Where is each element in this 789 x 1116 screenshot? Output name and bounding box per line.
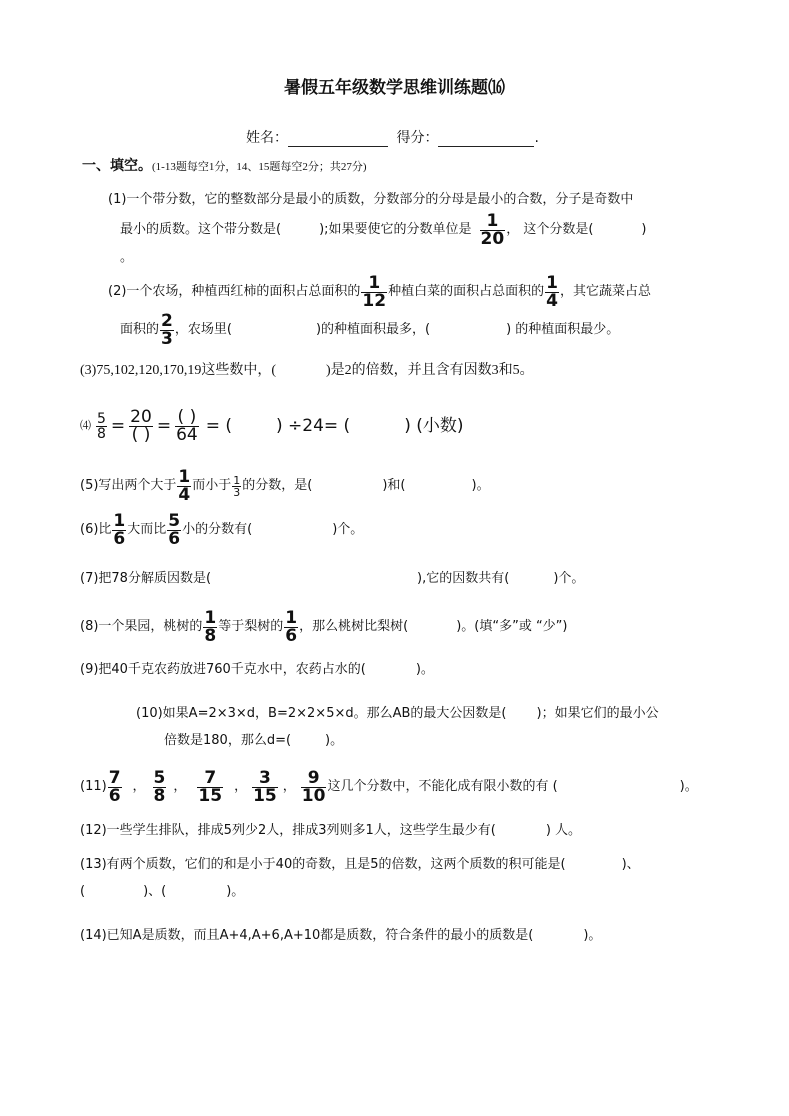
q8-f1-den: 8 <box>204 625 217 646</box>
q2-text-f: )的种植面积最多，( <box>315 322 431 338</box>
q14-text-a: (14)已知A是质数，而且A+4,A+6,A+10都是质数，符合条件的最小的质数是( <box>80 928 534 943</box>
q2-fraction-3 <box>160 310 174 349</box>
q4-text-c: ) (小数) <box>404 415 464 436</box>
q11-f3-den: 15 <box>198 785 223 806</box>
q5-text-c: 的分数，是( <box>242 478 313 494</box>
q5-f1-num: 1 <box>178 466 191 487</box>
q8-fraction-2 <box>284 607 298 646</box>
q1-text-b: );如果要使它的分数单位是 <box>319 222 472 238</box>
q6-fraction-2 <box>167 510 181 549</box>
q9-line <box>80 662 434 678</box>
q6-line <box>80 510 363 550</box>
q2-text-d: 面积的 <box>120 322 160 338</box>
q13-line1 <box>80 857 640 873</box>
q11-fraction-3 <box>197 767 223 806</box>
q8-text-c: ，那么桃树比梨树( <box>299 619 409 635</box>
q4-line <box>80 402 464 450</box>
q2-text-b: 种植白菜的面积占总面积的 <box>388 284 545 300</box>
q5-text-e: )。 <box>471 478 490 494</box>
section-heading: 一、填空。 <box>82 158 152 174</box>
q1-frac-den: 20 <box>480 228 505 249</box>
q13-text-a: (13)有两个质数，它们的和是小于40的奇数，且是5的倍数，这两个质数的积可能是( <box>80 857 566 872</box>
q6-f1-den: 6 <box>113 528 126 549</box>
q6-f2-den: 6 <box>168 528 181 549</box>
q5-fraction-2 <box>232 475 241 498</box>
q4-equals-1: = <box>110 415 126 436</box>
q11-sep-1: ， <box>132 779 146 795</box>
q8-f2-den: 6 <box>285 625 298 646</box>
q11-sep-4: ， <box>282 779 296 795</box>
q11-text: 这几个分数中，不能化成有限小数的有 ( <box>327 779 558 795</box>
q5-f1-den: 4 <box>178 484 191 505</box>
q4-f1-den: 8 <box>97 425 106 442</box>
q12-text-b: ) 人。 <box>545 823 582 838</box>
q10-line1 <box>136 706 659 722</box>
q10-text-a: (10)如果A=2×3×d，B=2×2×5×d。那么AB的最大公因数是( <box>136 706 507 721</box>
q1-text-c: ， 这个分数是( <box>506 222 594 238</box>
q4-fraction-2 <box>129 406 153 445</box>
q11-f2-den: 8 <box>153 785 166 806</box>
q5-text-a: (5)写出两个大于 <box>80 478 177 494</box>
score-blank[interactable] <box>438 132 534 147</box>
q2-line1 <box>108 272 651 312</box>
q7-text-a: (7)把78分解质因数是( <box>80 571 212 586</box>
q10-line2 <box>164 733 343 749</box>
score-label: 得分： <box>396 130 439 146</box>
q1-text-d: ) <box>641 222 647 238</box>
q10-text-c: 倍数是180，那么d=( <box>164 733 292 748</box>
q2-fraction-1 <box>361 272 387 311</box>
q5-f2-num: 1 <box>233 473 241 487</box>
q11-f3-num: 7 <box>197 770 223 788</box>
q1-fraction <box>480 210 506 249</box>
q11-f1-num: 7 <box>108 767 121 788</box>
q5-f2-den: 3 <box>233 485 241 499</box>
q4-f3-den: 64 <box>176 424 198 445</box>
q13-text-c: ( <box>80 884 86 899</box>
q11-fraction-4 <box>252 767 278 806</box>
q7-text-b: ),它的因数共有( <box>417 571 510 586</box>
q3-line <box>80 363 534 380</box>
q8-text-b: 等于梨树的 <box>218 619 284 635</box>
q7-line <box>80 571 584 587</box>
q8-line <box>80 604 568 650</box>
q4-equals-2: = <box>156 415 172 436</box>
q1-line2 <box>120 210 647 250</box>
q6-text-c: 小的分数有( <box>182 522 253 538</box>
q3-text-a: (3)75,102,120,170,19这些数中，( <box>80 363 276 378</box>
q6-f1-num: 1 <box>113 510 126 531</box>
q2-f2-num: 1 <box>546 272 558 293</box>
q9-text-b: )。 <box>415 662 434 677</box>
q4-text-a: = ( <box>205 415 232 436</box>
q4-label: ⑷ <box>80 419 91 433</box>
q6-f2-num: 5 <box>168 510 181 531</box>
q11-sep-3: ， <box>234 779 248 795</box>
q1-text-a: 最小的质数。这个带分数是( <box>120 222 282 238</box>
name-label: 姓名： <box>246 130 288 146</box>
q11-fraction-5 <box>301 767 327 806</box>
q4-f2-den: ( ) <box>131 424 151 445</box>
q12-line <box>80 823 581 839</box>
q11-f5-den: 10 <box>301 785 326 806</box>
q5-text-d: )和( <box>382 478 406 494</box>
q2-f2-den: 4 <box>546 290 558 311</box>
section-note: (1-13题每空1分，14、15题每空2分；共27分) <box>152 161 367 173</box>
q6-text-d: )个。 <box>332 522 364 538</box>
q8-text-d: )。(填“多”或 “少”) <box>456 619 568 635</box>
q13-text-e: )。 <box>226 884 245 899</box>
q11-f5-num: 9 <box>301 770 327 788</box>
q6-text-a: (6)比 <box>80 522 112 538</box>
q4-text-b: ) ÷24= ( <box>275 415 351 436</box>
page-title: 暑假五年级数学思维训练题⒃ <box>284 78 505 98</box>
q2-text-c: ，其它蔬菜占总 <box>559 284 651 300</box>
q13-text-d: )、( <box>143 884 167 899</box>
name-blank[interactable] <box>288 132 388 147</box>
q4-fraction-1 <box>96 412 107 441</box>
q1-line1: (1)一个带分数，它的整数部分是最小的质数，分数部分的分母是最小的合数，分子是奇数中 <box>108 192 634 207</box>
q11-label: (11) <box>80 779 107 795</box>
q2-f1-num: 1 <box>361 275 387 293</box>
q11-f2-num: 5 <box>153 767 166 788</box>
header-line <box>246 130 539 147</box>
q14-line <box>80 928 601 944</box>
section-heading-line <box>82 158 367 175</box>
q5-fraction-1 <box>177 466 191 505</box>
q2-line2 <box>120 310 619 350</box>
q2-text-g: ) 的种植面积最少。 <box>506 322 620 338</box>
q4-f1-num: 5 <box>97 410 106 427</box>
q2-text-a: (2)一个农场，种植西红柿的面积占总面积的 <box>108 284 361 300</box>
q11-sep-2: ， <box>173 779 187 795</box>
q11-f4-num: 3 <box>252 770 278 788</box>
q4-f3-num: ( ) <box>175 409 199 427</box>
q4-fraction-3 <box>175 406 199 445</box>
q5-line <box>80 464 490 508</box>
q11-f4-den: 15 <box>253 785 277 806</box>
score-end: . <box>534 130 539 146</box>
q11-fraction-1 <box>108 767 122 806</box>
q10-text-b: )；如果它们的最小公 <box>536 706 659 721</box>
q13-text-b: )、 <box>621 857 640 872</box>
q11-end: )。 <box>679 779 698 795</box>
q7-text-c: )个。 <box>553 571 585 586</box>
q2-text-e: ，农场里( <box>174 322 232 338</box>
q2-f3-num: 2 <box>161 310 173 331</box>
q14-text-b: )。 <box>583 928 602 943</box>
q2-fraction-2 <box>545 272 559 311</box>
q2-f1-den: 12 <box>362 290 387 311</box>
q9-text-a: (9)把40千克农药放进760千克水中，农药占水的( <box>80 662 366 677</box>
q1-line3: 。 <box>120 250 134 265</box>
q11-fraction-2 <box>153 767 167 806</box>
q11-line <box>80 764 698 810</box>
q1-frac-num: 1 <box>480 213 506 231</box>
q8-f1-num: 1 <box>204 607 217 628</box>
q3-text-b: )是2的倍数，并且含有因数3和5。 <box>326 363 534 378</box>
q6-fraction-1 <box>112 510 126 549</box>
q4-f2-num: 20 <box>130 406 152 427</box>
q6-text-b: 大而比 <box>127 522 167 538</box>
q8-f2-num: 1 <box>285 607 298 628</box>
q5-text-b: 而小于 <box>192 478 232 494</box>
q8-text-a: (8)一个果园，桃树的 <box>80 619 203 635</box>
q12-text-a: (12)一些学生排队，排成5列少2人，排成3列则多1人，这些学生最少有( <box>80 823 496 838</box>
q10-text-d: )。 <box>325 733 344 748</box>
q11-f1-den: 6 <box>108 785 121 806</box>
q8-fraction-1 <box>203 607 217 646</box>
q2-f3-den: 3 <box>161 328 173 349</box>
q13-line2 <box>80 884 244 900</box>
